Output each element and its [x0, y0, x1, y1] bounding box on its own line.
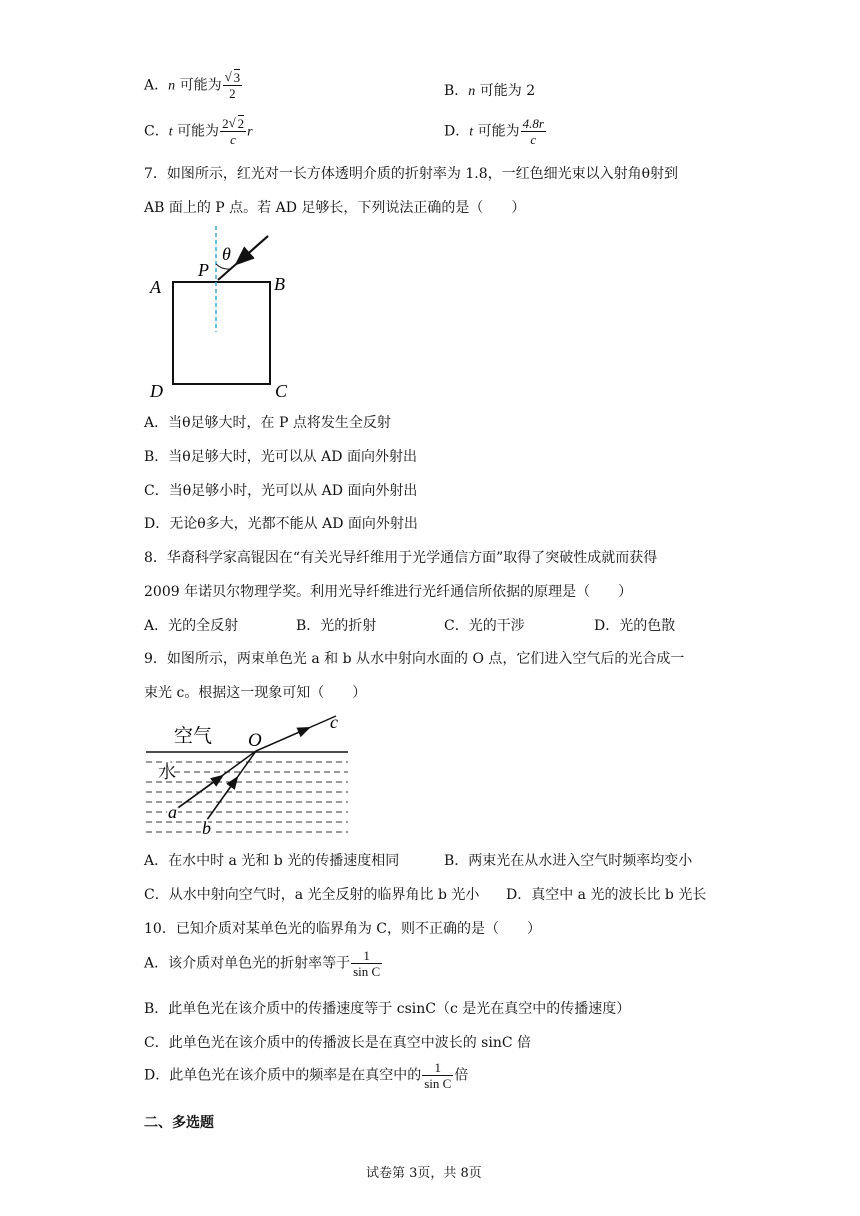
label-air: 空气: [174, 726, 213, 747]
label-c: c: [330, 712, 338, 732]
q9-option-b: B．两束光在从水进入空气时频率均变小: [444, 853, 693, 869]
label-b: b: [202, 818, 211, 838]
q8-stem-line1: 8．华裔科学家高锟因在“有关光导纤维用于光学通信方面”取得了突破性成就而获得: [144, 550, 658, 566]
q7-option-d: D．无论θ多大，光都不能从 AD 面向外射出: [144, 516, 418, 532]
q8-option-d: D．光的色散: [594, 618, 676, 634]
q7-figure-prism: [140, 222, 300, 404]
q6-option-b: B．n 可能为 2: [444, 83, 536, 99]
q7-stem-line2: AB 面上的 P 点。若 AD 足够长，下列说法正确的是（ ）: [144, 200, 526, 216]
label-water: 水: [158, 762, 176, 782]
q9-stem-line1: 9．如图所示，两束单色光 a 和 b 从水中射向水面的 O 点，它们进入空气后的光合成一: [144, 651, 685, 667]
label-theta: θ: [222, 244, 231, 264]
q8-option-c: C．光的干涉: [444, 618, 525, 634]
ray-arrow: [242, 236, 268, 259]
q8-stem-line2: 2009 年诺贝尔物理学奖。利用光导纤维进行光纤通信所依据的原理是（ ）: [144, 584, 633, 600]
prism-rectangle: [173, 282, 270, 384]
section-heading-multiple-choice: 二、多选题: [144, 1115, 214, 1131]
q10-option-b: B．此单色光在该介质中的传播速度等于 csinC（c 是光在真空中的传播速度）: [144, 1001, 631, 1017]
q8-option-b: B．光的折射: [296, 618, 377, 634]
q9-option-c: C．从水中射向空气时，a 光全反射的临界角比 b 光小: [144, 887, 480, 903]
label-o: O: [248, 730, 262, 751]
q9-option-d: D．真空中 a 光的波长比 b 光长: [506, 887, 707, 903]
q7-option-a: A．当θ足够大时，在 P 点将发生全反射: [144, 415, 391, 431]
q7-stem-line1: 7．如图所示，红光对一长方体透明介质的折射率为 1.8，一红色细光束以入射角θ射到: [144, 166, 679, 182]
q10-option-c: C．此单色光在该介质中的传播波长是在真空中波长的 sinC 倍: [144, 1035, 532, 1051]
label-c: C: [275, 381, 288, 401]
q10-stem: 10．已知介质对某单色光的临界角为 C，则不正确的是（ ）: [144, 921, 541, 937]
q7-option-c: C．当θ足够小时，光可以从 AD 面向外射出: [144, 483, 418, 499]
q7-option-b: B．当θ足够大时，光可以从 AD 面向外射出: [144, 449, 417, 465]
label-d: D: [150, 381, 163, 401]
label-a: A: [150, 277, 161, 297]
q10-option-a: A．该介质对单色光的折射率等于 $\frac{1}{\text{sin C}}$: [144, 948, 381, 979]
q10-option-d: D．此单色光在该介质中的频率是在真空中的 $\frac{1}{\text{sin C}}$ 倍: [144, 1060, 469, 1091]
label-b: B: [274, 274, 285, 294]
label-p: P: [198, 260, 209, 280]
label-a: a: [168, 802, 177, 822]
q6-option-c: C．t 可能为 $\frac{2√ 2}{c}$ r: [144, 116, 253, 147]
q9-stem-line2: 束光 c。根据这一现象可知（ ）: [144, 685, 367, 701]
q6-option-d: D．t 可能为 $\frac{4.8r}{c}$: [444, 116, 544, 147]
q8-option-a: A．光的全反射: [144, 618, 239, 634]
q9-option-a: A．在水中时 a 光和 b 光的传播速度相同: [144, 853, 400, 869]
q9-figure-water: [140, 706, 360, 838]
q6-option-a: A．n 可能为 √ $\frac{3}{2}$: [144, 70, 243, 101]
page-footer: 试卷第 3页，共 8页: [366, 1166, 482, 1181]
